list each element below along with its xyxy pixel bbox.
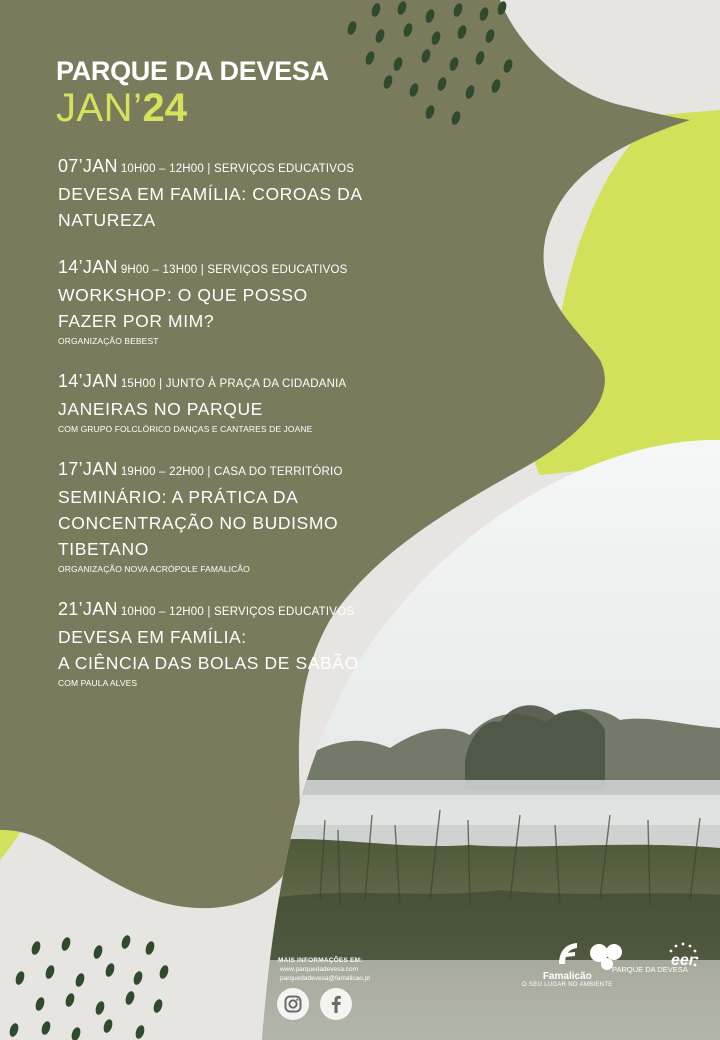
event-title-line: A CIÊNCIA DAS BOLAS DE SABÃO [58,653,359,673]
event-note: COM GRUPO FOLCLÓRICO DANÇAS E CANTARES DE JOANE [58,424,313,434]
event-title-line: FAZER POR MIM? [58,311,215,331]
email-link[interactable]: parquedadevesa@famalicao.pt [280,975,371,982]
event-info: 10H00 – 12H00 | SERVIÇOS EDUCATIVOS [120,163,355,175]
event-title-line: SEMINÁRIO: A PRÁTICA DA [58,487,299,507]
event-title-line: DEVESA EM FAMÍLIA: COROAS DA [58,184,363,204]
contact-label: MAIS INFORMAÇÕES EM: [278,957,363,964]
event-item [58,457,358,575]
event-note: ORGANIZAÇÃO NOVA ACRÓPOLE FAMALICÃO [58,564,250,574]
event-title [58,396,358,422]
famalicao-name: Famalicão [542,971,592,982]
event-item [58,597,358,689]
park-title: PARQUE DA DEVESA [56,56,329,86]
month-year: 24 [142,86,187,130]
event-info: 10H00 – 12H00 | SERVIÇOS EDUCATIVOS [120,606,355,618]
event-title-line: CONCENTRAÇÃO NO BUDISMO [58,513,339,533]
event-title [58,624,358,676]
event-item [58,369,358,435]
event-title-line: NATUREZA [58,210,156,230]
event-list [58,154,363,711]
instagram-button[interactable] [277,988,309,1020]
event-info: 19H00 – 22H00 | CASA DO TERRITÓRIO [120,466,343,478]
event-item [58,154,363,233]
month-label [56,88,329,137]
month-name: JAN’ [56,86,143,130]
contact-info [278,956,370,983]
poster-header [56,56,329,137]
event-info: 15H00 | JUNTO À PRAÇA DA CIDADANIA [120,378,347,390]
event-date: 21’JAN [58,599,118,619]
event-item [58,255,358,347]
event-title [58,181,363,233]
event-title-line: WORKSHOP: O QUE POSSO [58,285,308,305]
famalicao-tagline: O SEU LUGAR NO AMBIENTE [522,982,613,988]
event-title [58,484,358,562]
website-link[interactable]: www.parquedadevesa.com [280,966,359,973]
facebook-icon [320,988,352,1020]
event-note: COM PAULA ALVES [58,678,138,688]
event-title-line: DEVESA EM FAMÍLIA: [58,627,247,647]
instagram-icon [277,988,309,1020]
event-note: ORGANIZAÇÃO BEBEST [58,336,159,346]
event-date: 14’JAN [58,371,118,391]
event-title [58,282,358,334]
event-info: 9H00 – 13H00 | SERVIÇOS EDUCATIVOS [120,264,348,276]
event-date: 14’JAN [58,257,118,277]
eco-logo-text: eer [670,952,696,969]
event-title-line: TIBETANO [58,539,150,559]
famalicao-logo-icon [555,940,579,966]
parque-devesa-logo-text: PARQUE DA DEVESA [612,965,688,974]
eco-logo [663,940,703,985]
event-date: 07’JAN [58,156,118,176]
event-title-line: JANEIRAS NO PARQUE [58,399,263,419]
facebook-button[interactable] [320,988,352,1020]
event-date: 17’JAN [58,459,118,479]
